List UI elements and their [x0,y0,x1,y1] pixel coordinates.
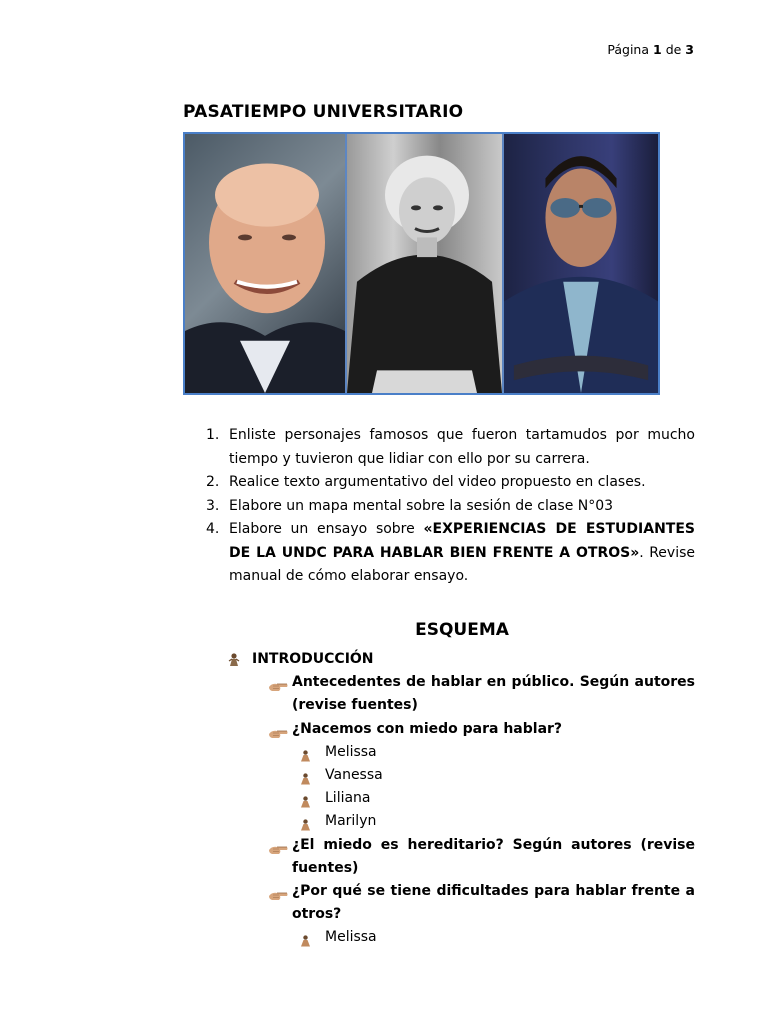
outline-item [228,880,695,926]
figure-small-icon [300,793,311,805]
pointing-hand-icon [268,886,288,897]
figure-small-icon [300,747,311,759]
outline-subitem-text: Marilyn [325,813,377,830]
figure-small-icon [300,816,311,828]
list-item-text: Enliste personajes famosos que fueron tartamudos por mucho tiempo y tuvieron que lidiar con ello por su carrera. [229,427,695,467]
photo-man-sunglasses [502,134,658,393]
page-sep: de [665,42,682,57]
list-item [183,424,695,471]
list-item [183,518,695,589]
list-number: 2. [206,474,220,490]
figure-small-icon [300,770,311,782]
outline-subitem [228,926,695,949]
outline-subitem [228,787,695,810]
outline-item [228,834,695,880]
outline-subitem-text: Melissa [325,743,377,760]
photo-blonde-woman [345,134,502,393]
outline-item [228,671,695,717]
outline-subitem-text: Liliana [325,790,371,807]
pointing-hand-icon [268,724,288,735]
task-list [183,424,695,589]
page-number [607,42,694,57]
outline-subitem-text: Vanessa [325,767,383,784]
pointing-hand-icon [268,677,288,688]
list-item-text: Elabore un mapa mental sobre la sesión de clase N°03 [229,497,614,514]
list-item-text: Elabore un ensayo sobre [229,521,424,537]
photo-strip [183,132,660,395]
list-item [183,471,695,495]
pointing-hand-icon [268,840,288,851]
page-current: 1 [653,42,662,57]
outline-item-text: Antecedentes de hablar en público. Según autores (revise fuentes) [292,674,695,714]
list-item-text: . Revise manual de cómo elaborar ensayo. [229,544,695,584]
list-number: 4. [206,521,220,537]
list-number: 1. [206,427,220,443]
essay-topic: «EXPERIENCIAS DE ESTUDIANTES DE LA UNDC PARA HABLAR BIEN FRENTE A OTROS» [229,521,695,561]
outline-subitem [228,810,695,833]
outline-subitem-text: Melissa [325,929,377,946]
list-item-text: Realice texto argumentativo del video propuesto en clases. [229,474,646,490]
page-prefix: Página [607,42,650,57]
list-item [183,495,695,519]
document-title: PASATIEMPO UNIVERSITARIO [183,102,464,122]
figure-small-icon [300,932,311,944]
photo-bald-man [185,134,345,393]
outline-item-text: ¿El miedo es hereditario? Según autores (revise fuentes) [292,836,695,876]
outline-item-text: ¿Nacemos con miedo para hablar? [292,720,563,737]
outline-item [228,718,695,741]
outline-item-text: ¿Por qué se tiene dificultades para hablar frente a otros? [292,883,695,923]
outline-section-label: INTRODUCCIÓN [252,651,374,667]
list-number: 3. [206,497,220,514]
outline-heading: ESQUEMA [415,620,509,640]
figure-bullet-icon [228,652,240,666]
outline [228,648,695,950]
outline-subitem [228,741,695,764]
outline-section [228,648,695,671]
page-total: 3 [685,42,694,57]
outline-subitem [228,764,695,787]
